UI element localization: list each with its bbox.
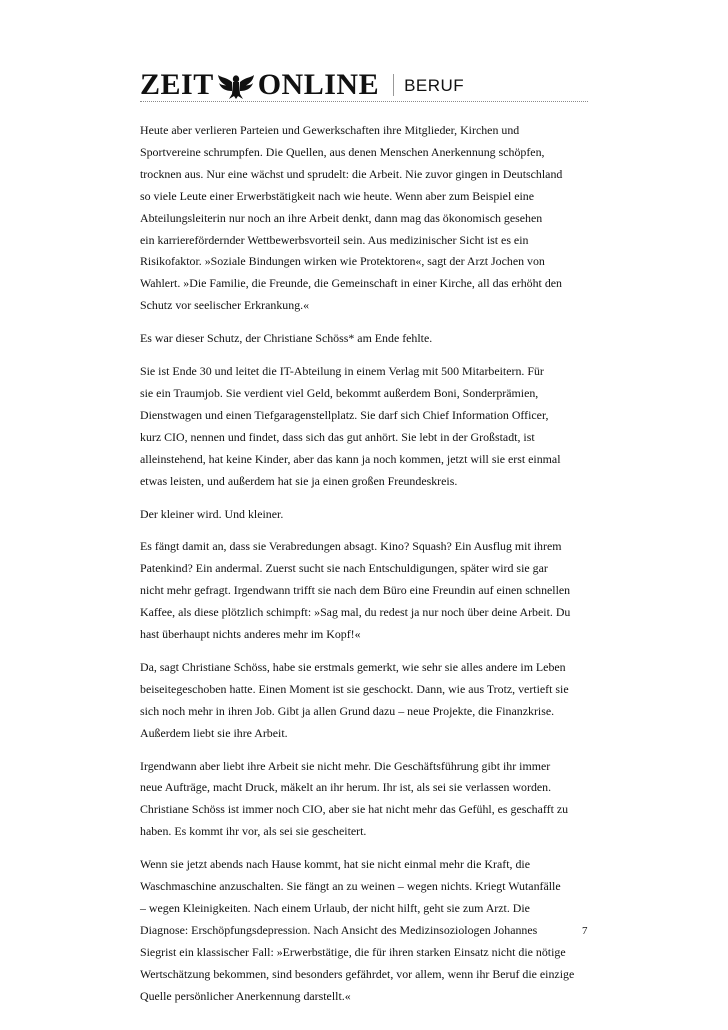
- text-line: Siegrist ein klassischer Fall: »Erwerbstätige, die für ihren starken Einsatz nicht die nötige: [140, 944, 566, 959]
- text-line: Heute aber verlieren Parteien und Gewerkschaften ihre Mitglieder, Kirchen und: [140, 123, 520, 137]
- text-line: sich noch mehr in ihren Job. Gibt ja allen Grund dazu – neue Projekte, die Finanzkrise.: [140, 703, 555, 718]
- text-line: trocknen aus. Nur eine wächst und sprudelt: die Arbeit. Nie zuvor gingen in Deutschland: [140, 166, 563, 181]
- header-rule: [140, 101, 588, 102]
- logo-zeit: ZEIT: [140, 68, 214, 101]
- text-line: Diagnose: Erschöpfungsdepression. Nach Ansicht des Medizinsoziologen Johannes: [140, 922, 538, 937]
- text-line: Christiane Schöss ist immer noch CIO, aber sie hat nicht mehr das Gefühl, es geschafft zu: [140, 802, 569, 817]
- text-line: Wenn sie jetzt abends nach Hause kommt, hat sie nicht einmal mehr die Kraft, die: [140, 857, 530, 872]
- text-line: Irgendwann aber liebt ihre Arbeit sie nicht mehr. Die Geschäftsführung gibt ihr immer: [140, 758, 551, 773]
- text-line: Quelle persönlicher Anerkennung darstellt.«: [140, 988, 351, 1003]
- text-line: etwas leisten, und außerdem hat sie ja einen großen Freundeskreis.: [140, 473, 458, 488]
- text-line: Dienstwagen und einen Tiefgaragenstellplatz. Sie darf sich Chief Information Officer,: [140, 407, 549, 422]
- page-number: 7: [582, 925, 588, 937]
- text-line: Risikofaktor. »Soziale Bindungen wirken wie Protektoren«, sagt der Arzt Jochen von: [140, 254, 545, 269]
- text-line: beiseitegeschoben hatte. Einen Moment ist sie geschockt. Dann, wie aus Trotz, vertieft sie: [140, 681, 569, 696]
- text-line: so viele Leute einer Erwerbstätigkeit nach wie heute. Wenn aber zum Beispiel eine: [140, 188, 535, 203]
- text-line: Waschmaschine anzuschalten. Sie fängt an zu weinen – wegen nichts. Kriegt Wutanfälle: [140, 879, 561, 894]
- text-line: alleinstehend, hat keine Kinder, aber das kann ja noch kommen, jetzt will sie erst einmal: [140, 451, 561, 466]
- text-line: nicht mehr gefragt. Irgendwann trifft sie nach dem Büro eine Freundin auf einen schnellen: [140, 583, 571, 598]
- text-line: ein karrierefördernder Wettbewerbsvorteil sein. Aus medizinischer Sicht ist es ein: [140, 232, 529, 247]
- text-line: Der kleiner wird. Und kleiner.: [140, 506, 284, 521]
- text-line: Sie ist Ende 30 und leitet die IT-Abteilung in einem Verlag mit 500 Mitarbeitern. Für: [140, 364, 544, 379]
- paragraph: [140, 120, 592, 317]
- text-line: Wertschätzung bekommen, sind besonders gefährdet, vor allem, wenn ihr Beruf die einzige: [140, 966, 575, 981]
- paragraph: [140, 756, 592, 844]
- text-line: Es war dieser Schutz, der Christiane Schöss* am Ende fehlte.: [140, 331, 433, 346]
- section-divider: [393, 74, 394, 96]
- text-line: Außerdem liebt sie ihre Arbeit.: [140, 725, 288, 740]
- text-line: Wahlert. »Die Familie, die Freunde, die Gemeinschaft in einer Kirche, all das erhöht den: [140, 276, 563, 291]
- text-line: Es fängt damit an, dass sie Verabredungen absagt. Kino? Squash? Ein Ausflug mit ihrem: [140, 539, 562, 554]
- paragraph: [140, 536, 592, 646]
- text-line: – wegen Kleinigkeiten. Nach einem Urlaub, der nicht hilft, geht sie zum Arzt. Die: [140, 901, 530, 915]
- article-body: [140, 120, 592, 1019]
- eagle-icon: [217, 70, 255, 100]
- paragraph: [140, 328, 592, 350]
- text-line: Schutz vor seelischer Erkrankung.«: [140, 298, 310, 313]
- paragraph: [140, 854, 592, 1007]
- text-line: Kaffee, als diese plötzlich schimpft: »Sag mal, du redest ja nur noch über deine Arbeit. Du: [140, 605, 571, 620]
- text-line: sie ein Traumjob. Sie verdient viel Geld, bekommt außerdem Boni, Sonderprämien,: [140, 385, 539, 400]
- paragraph: [140, 657, 592, 745]
- text-line: Abteilungsleiterin nur noch an ihre Arbeit denkt, dann mag das ökonomisch gesehen: [140, 210, 543, 225]
- section-label: BERUF: [404, 76, 465, 95]
- text-line: neue Aufträge, macht Druck, mäkelt an ihr herum. Ihr ist, als sei sie verlassen worden.: [140, 780, 552, 795]
- text-line: Patenkind? Ein andermal. Zuerst sucht sie nach Entschuldigungen, später wird sie gar: [140, 561, 548, 576]
- text-line: haben. Es kommt ihr vor, als sei sie gescheitert.: [140, 824, 367, 839]
- logo-online: ONLINE: [257, 68, 380, 101]
- paragraph: [140, 504, 592, 526]
- text-line: Sportvereine schrumpfen. Die Quellen, aus denen Menschen Anerkennung schöpfen,: [140, 144, 545, 159]
- text-line: kurz CIO, nennen und findet, dass sich das gut anhört. Sie lebt in der Großstadt, ist: [140, 429, 535, 444]
- masthead: [140, 66, 464, 100]
- text-line: hast überhaupt nichts anderes mehr im Kopf!«: [140, 627, 361, 642]
- paragraph: [140, 361, 592, 492]
- text-line: Da, sagt Christiane Schöss, habe sie erstmals gemerkt, wie sehr sie alles andere im Leben: [140, 659, 566, 674]
